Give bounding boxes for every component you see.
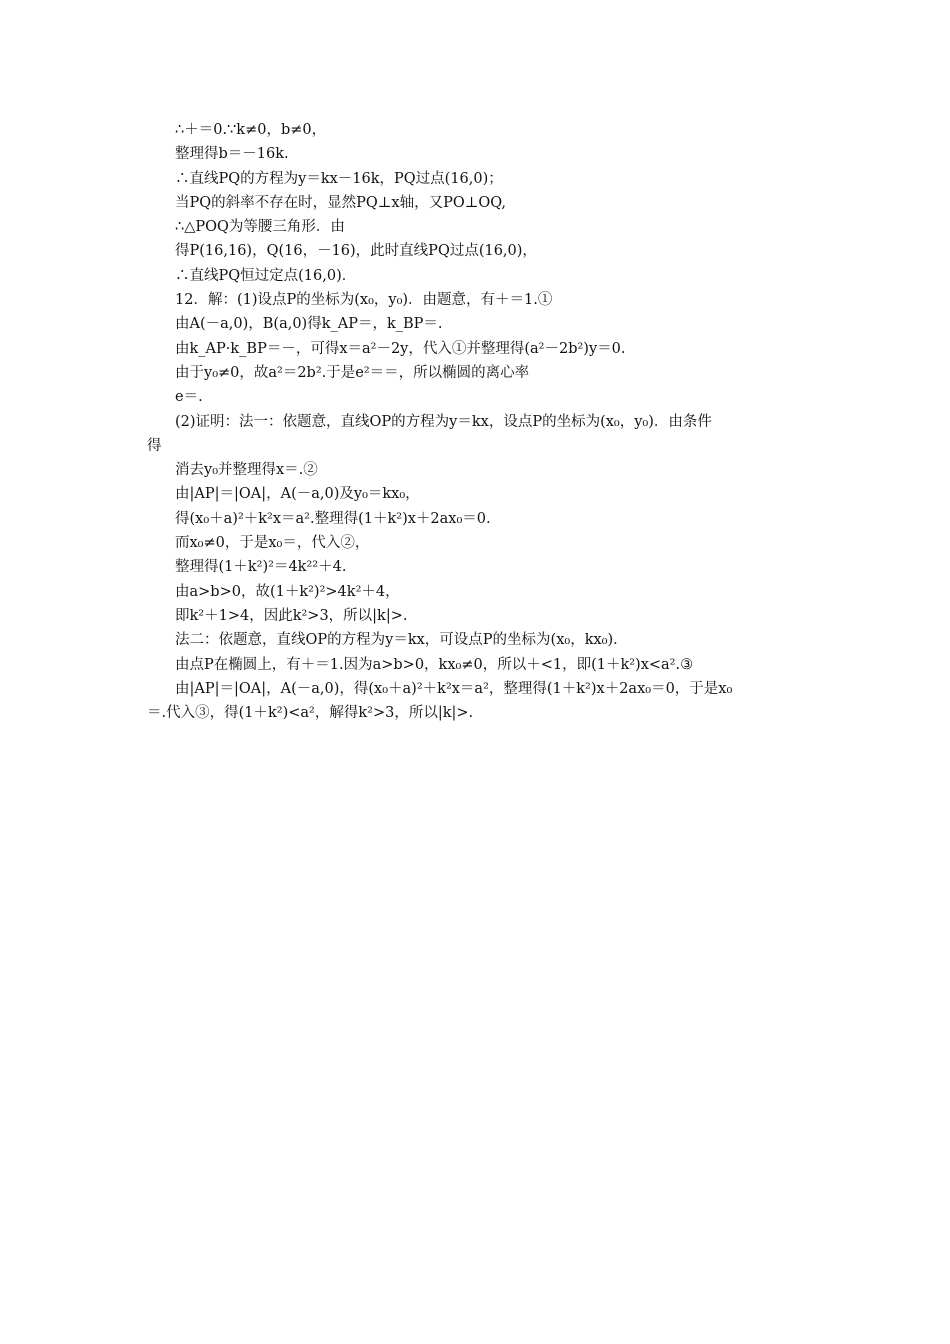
text-line: 而x₀≠0，于是x₀＝，代入②， — [175, 535, 370, 552]
text-line: ∴＋＝0.∵k≠0，b≠0， — [175, 122, 327, 138]
text-line: 整理得b＝－16k. — [175, 146, 289, 163]
text-line: 由a>b>0，故(1＋k²)²>4k²＋4， — [175, 583, 400, 600]
text-line: 由|AP|＝|OA|，A(－a,0)，得(x₀＋a)²＋k²x＝a²，整理得(1＋k²)x＋2ax₀＝0，于是x₀ — [175, 680, 733, 697]
text-line: ∴△POQ为等腰三角形．由 — [175, 219, 345, 236]
text-line: ＝.代入③，得(1＋k²)<a²，解得k²>3，所以|k|>. — [147, 705, 474, 722]
text-line: 得P(16,16)，Q(16，－16)，此时直线PQ过点(16,0)， — [175, 243, 537, 260]
text-line: 由于y₀≠0，故a²＝2b².于是e²＝＝，所以椭圆的离心率 — [175, 364, 530, 381]
text-line: 消去y₀并整理得x＝.② — [175, 462, 318, 479]
method-two-line: 法二：依题意，直线OP的方程为y＝kx，可设点P的坐标为(x₀，kx₀)． — [175, 632, 628, 649]
text-line: ∴直线PQ的方程为y＝kx－16k，PQ过点(16,0)； — [175, 170, 503, 187]
problem-12-heading-line: 12．解：(1)设点P的坐标为(x₀，y₀)．由题意，有＋＝1.① — [175, 292, 553, 309]
text-line: 由点P在椭圆上，有＋＝1.因为a>b>0，kx₀≠0，所以＋<1，即(1＋k²)x<a².③ — [175, 656, 694, 673]
text-line: 由A(－a,0)，B(a,0)得k_AP＝，k_BP＝. — [175, 316, 443, 333]
text-line: 即k²＋1>4，因此k²>3，所以|k|>. — [175, 607, 408, 624]
text-line: 整理得(1＋k²)²＝4k²²＋4. — [175, 559, 347, 576]
text-line: 当PQ的斜率不存在时，显然PQ⊥x轴，又PO⊥OQ, — [175, 194, 507, 211]
text-line: 得(x₀＋a)²＋k²x＝a².整理得(1＋k²)x＋2ax₀＝0. — [175, 510, 491, 527]
proof-heading-line: (2)证明：法一：依题意，直线OP的方程为y＝kx，设点P的坐标为(x₀，y₀)．由条件 — [175, 413, 712, 430]
text-line: 由k_AP·k_BP＝－，可得x＝a²－2y，代入①并整理得(a²－2b²)y＝0. — [175, 340, 626, 357]
text-line: ∴直线PQ恒过定点(16,0)． — [175, 267, 357, 284]
text-line: 得 — [147, 437, 162, 454]
solution-text — [147, 118, 807, 725]
text-line: e＝. — [175, 389, 203, 406]
text-line: 由|AP|＝|OA|，A(－a,0)及y₀＝kx₀， — [175, 486, 420, 503]
